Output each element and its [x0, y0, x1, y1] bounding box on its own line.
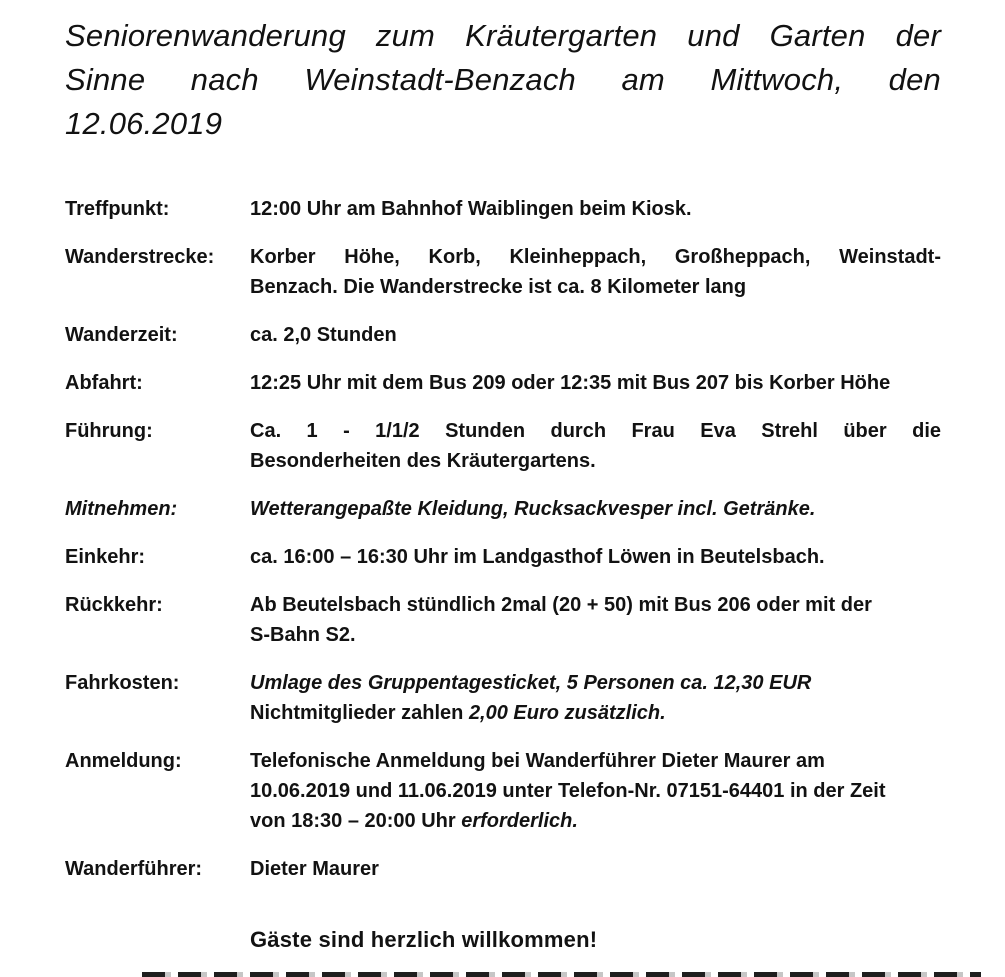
text-segment: Telefonische Anmeldung bei Wanderführer Dieter Maurer am — [250, 750, 825, 772]
text-segment: ca. 2,0 Stunden — [250, 324, 397, 346]
value-line — [250, 416, 941, 446]
value-line — [250, 446, 941, 476]
text-segment: 10.06.2019 und 11.06.2019 unter Telefon-Nr. 07151-64401 in der Zeit — [250, 780, 886, 802]
text-segment: ca. 16:00 – 16:30 Uhr im Landgasthof Löwen in Beutelsbach. — [250, 546, 825, 568]
text-segment: erforderlich. — [461, 810, 578, 832]
title-line: 12.06.2019 — [65, 106, 223, 141]
value-line — [250, 806, 941, 836]
value-line — [250, 668, 941, 698]
info-row — [65, 668, 941, 728]
value-line — [250, 242, 941, 272]
info-row — [65, 416, 941, 476]
footer-note: Gäste sind herzlich willkommen! — [250, 927, 598, 952]
row-value — [250, 320, 941, 350]
info-row — [65, 368, 941, 398]
value-line — [250, 590, 941, 620]
row-value — [250, 746, 941, 836]
text-segment: Dieter Maurer — [250, 858, 379, 880]
text-segment: 12:25 Uhr mit dem Bus 209 oder 12:35 mit Bus 207 bis Korber Höhe — [250, 372, 891, 394]
text-segment: Wetterangepaßte Kleidung, Rucksackvesper incl. Getränke. — [250, 498, 816, 520]
row-value — [250, 368, 941, 398]
row-label: Abfahrt: — [65, 372, 143, 394]
info-row — [65, 320, 941, 350]
info-row — [65, 746, 941, 836]
info-row — [65, 542, 941, 572]
row-label: Führung: — [65, 420, 153, 442]
value-line — [250, 746, 941, 776]
value-line — [250, 272, 941, 302]
row-label: Treffpunkt: — [65, 198, 170, 220]
text-segment: Nichtmitglieder zahlen — [250, 702, 469, 724]
text-segment: Besonderheiten des Kräutergartens. — [250, 450, 596, 472]
title-line: Sinne nach Weinstadt-Benzach am Mittwoch, den — [65, 62, 941, 97]
value-line — [250, 320, 941, 350]
text-segment: Ab Beutelsbach stündlich 2mal (20 + 50) mit Bus 206 oder mit der — [250, 594, 872, 616]
cropped-next-line-bar — [142, 972, 981, 977]
row-label: Mitnehmen: — [65, 498, 178, 520]
value-line — [250, 698, 941, 728]
text-segment: von 18:30 – 20:00 Uhr — [250, 810, 462, 832]
doc-title — [65, 14, 941, 146]
row-label: Wanderzeit: — [65, 324, 178, 346]
text-segment: Ca. 1 - 1/1/2 Stunden durch Frau Eva Strehl über die — [250, 420, 941, 442]
row-value — [250, 590, 941, 650]
row-label: Wanderstrecke: — [65, 246, 215, 268]
row-value — [250, 854, 941, 884]
row-label: Anmeldung: — [65, 750, 182, 772]
row-label: Fahrkosten: — [65, 672, 180, 694]
text-segment: Umlage des Gruppentagesticket, 5 Personen ca. 12,30 EUR — [250, 672, 812, 694]
info-row — [65, 242, 941, 302]
info-rows — [65, 194, 941, 884]
info-row — [65, 854, 941, 884]
row-value — [250, 416, 941, 476]
value-line — [250, 854, 941, 884]
info-row — [65, 194, 941, 224]
value-line — [250, 494, 941, 524]
row-value — [250, 494, 941, 524]
text-segment: S-Bahn S2. — [250, 624, 356, 646]
text-segment: Korber Höhe, Korb, Kleinheppach, Großheppach, Weinstadt- — [250, 246, 941, 268]
title-line: Seniorenwanderung zum Kräutergarten und Garten der — [65, 18, 941, 53]
row-label: Wanderführer: — [65, 858, 203, 880]
row-label: Rückkehr: — [65, 594, 163, 616]
info-row — [65, 590, 941, 650]
row-value — [250, 194, 941, 224]
row-label: Einkehr: — [65, 546, 146, 568]
text-segment: Benzach. Die Wanderstrecke ist ca. 8 Kilometer lang — [250, 276, 747, 298]
value-line — [250, 776, 941, 806]
value-line — [250, 368, 941, 398]
document-page — [65, 14, 941, 955]
row-value — [250, 542, 941, 572]
value-line — [250, 542, 941, 572]
row-value — [250, 242, 941, 302]
text-segment: 12:00 Uhr am Bahnhof Waiblingen beim Kiosk. — [250, 198, 692, 220]
value-line — [250, 620, 941, 650]
text-segment: 2,00 Euro zusätzlich. — [468, 702, 666, 724]
value-line — [250, 194, 941, 224]
info-row — [65, 494, 941, 524]
row-value — [250, 668, 941, 728]
